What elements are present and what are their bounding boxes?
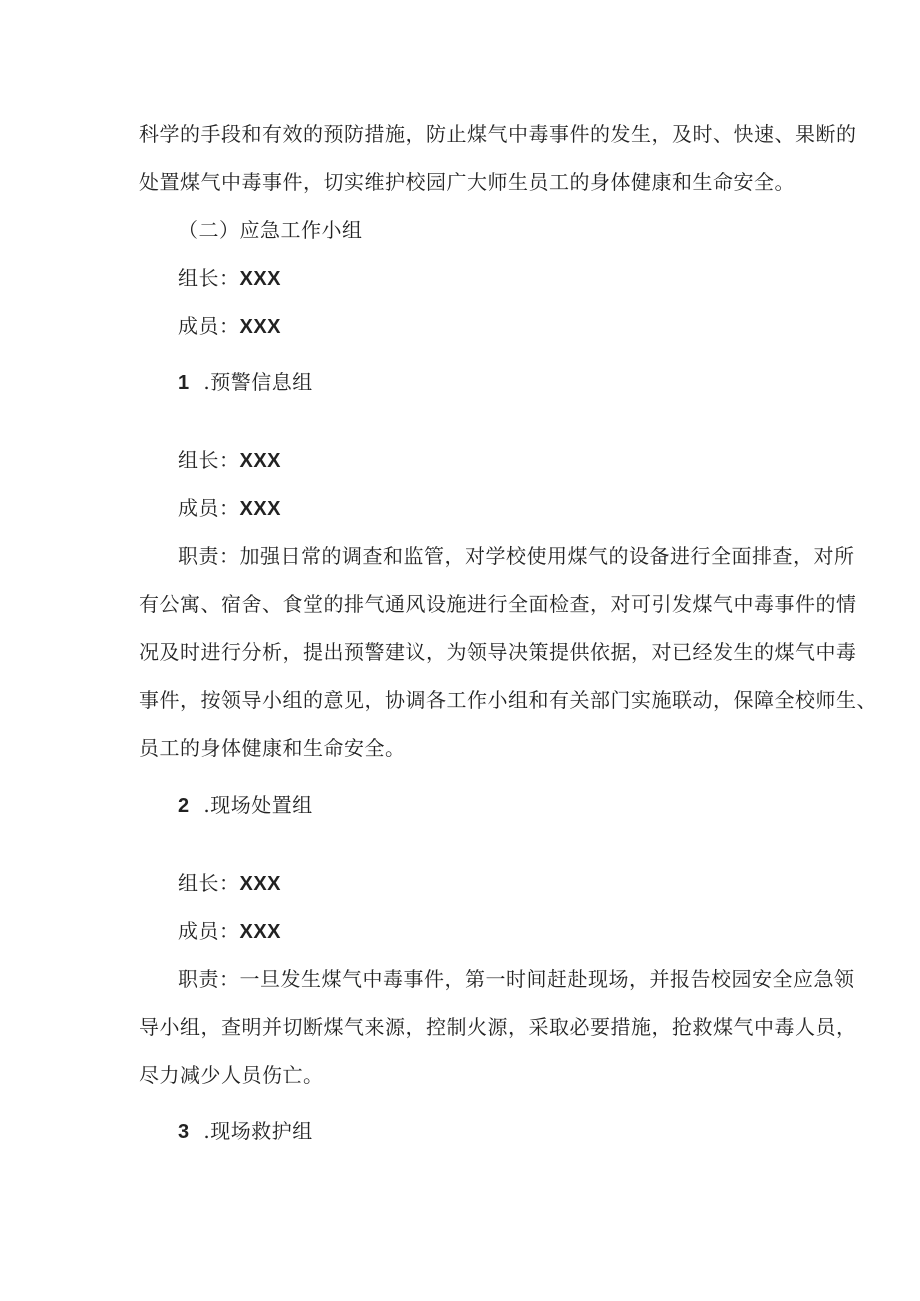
main-member-row [178,312,281,341]
group-1-member-row [178,494,281,523]
group-title: .预警信息组 [203,370,313,394]
group-2-heading [178,791,313,820]
group-title: .现场救护组 [203,1119,313,1143]
group-1-duty-line-2: 有公寓、宿舍、食堂的排气通风设施进行全面检查，对可引发煤气中毒事件的情 [139,592,857,616]
group-1-duty-line-1: 职责：加强日常的调查和监管，对学校使用煤气的设备进行全面排查，对所 [178,544,855,568]
group-2-member-row [178,917,281,946]
member-label: 成员： [178,919,240,943]
leader-label: 组长： [178,266,240,290]
main-leader-row [178,264,281,293]
group-2-leader-row [178,869,281,898]
leader-label: 组长： [178,871,240,895]
group-2-duty-line-1: 职责：一旦发生煤气中毒事件，第一时间赶赴现场，并报告校园安全应急领 [178,967,855,991]
member-value: XXX [239,498,282,520]
group-number: 2 [178,795,190,817]
intro-line-2: 处置煤气中毒事件，切实维护校园广大师生员工的身体健康和生命安全。 [139,170,795,194]
leader-value: XXX [239,450,282,472]
member-value: XXX [239,921,282,943]
member-label: 成员： [178,314,240,338]
group-1-duty-line-3: 况及时进行分析，提出预警建议，为领导决策提供依据，对已经发生的煤气中毒 [139,640,857,664]
group-title: .现场处置组 [203,793,313,817]
leader-label: 组长： [178,448,240,472]
member-label: 成员： [178,496,240,520]
group-2-duty-line-2: 导小组，查明并切断煤气来源，控制火源，采取必要措施，抢救煤气中毒人员， [139,1015,857,1039]
group-1-duty-line-5: 员工的身体健康和生命安全。 [139,736,406,760]
group-3-heading [178,1117,313,1146]
leader-value: XXX [239,873,282,895]
group-2-duty-line-3: 尽力减少人员伤亡。 [139,1063,324,1087]
group-number: 1 [178,372,190,394]
group-1-leader-row [178,446,281,475]
intro-line-1: 科学的手段和有效的预防措施，防止煤气中毒事件的发生，及时、快速、果断的 [139,122,857,146]
member-value: XXX [239,316,282,338]
group-number: 3 [178,1121,190,1143]
leader-value: XXX [239,268,282,290]
group-1-heading [178,368,313,397]
group-1-duty-line-4: 事件，按领导小组的意见，协调各工作小组和有关部门实施联动，保障全校师生、 [139,688,877,712]
section-heading: （二）应急工作小组 [178,218,363,242]
